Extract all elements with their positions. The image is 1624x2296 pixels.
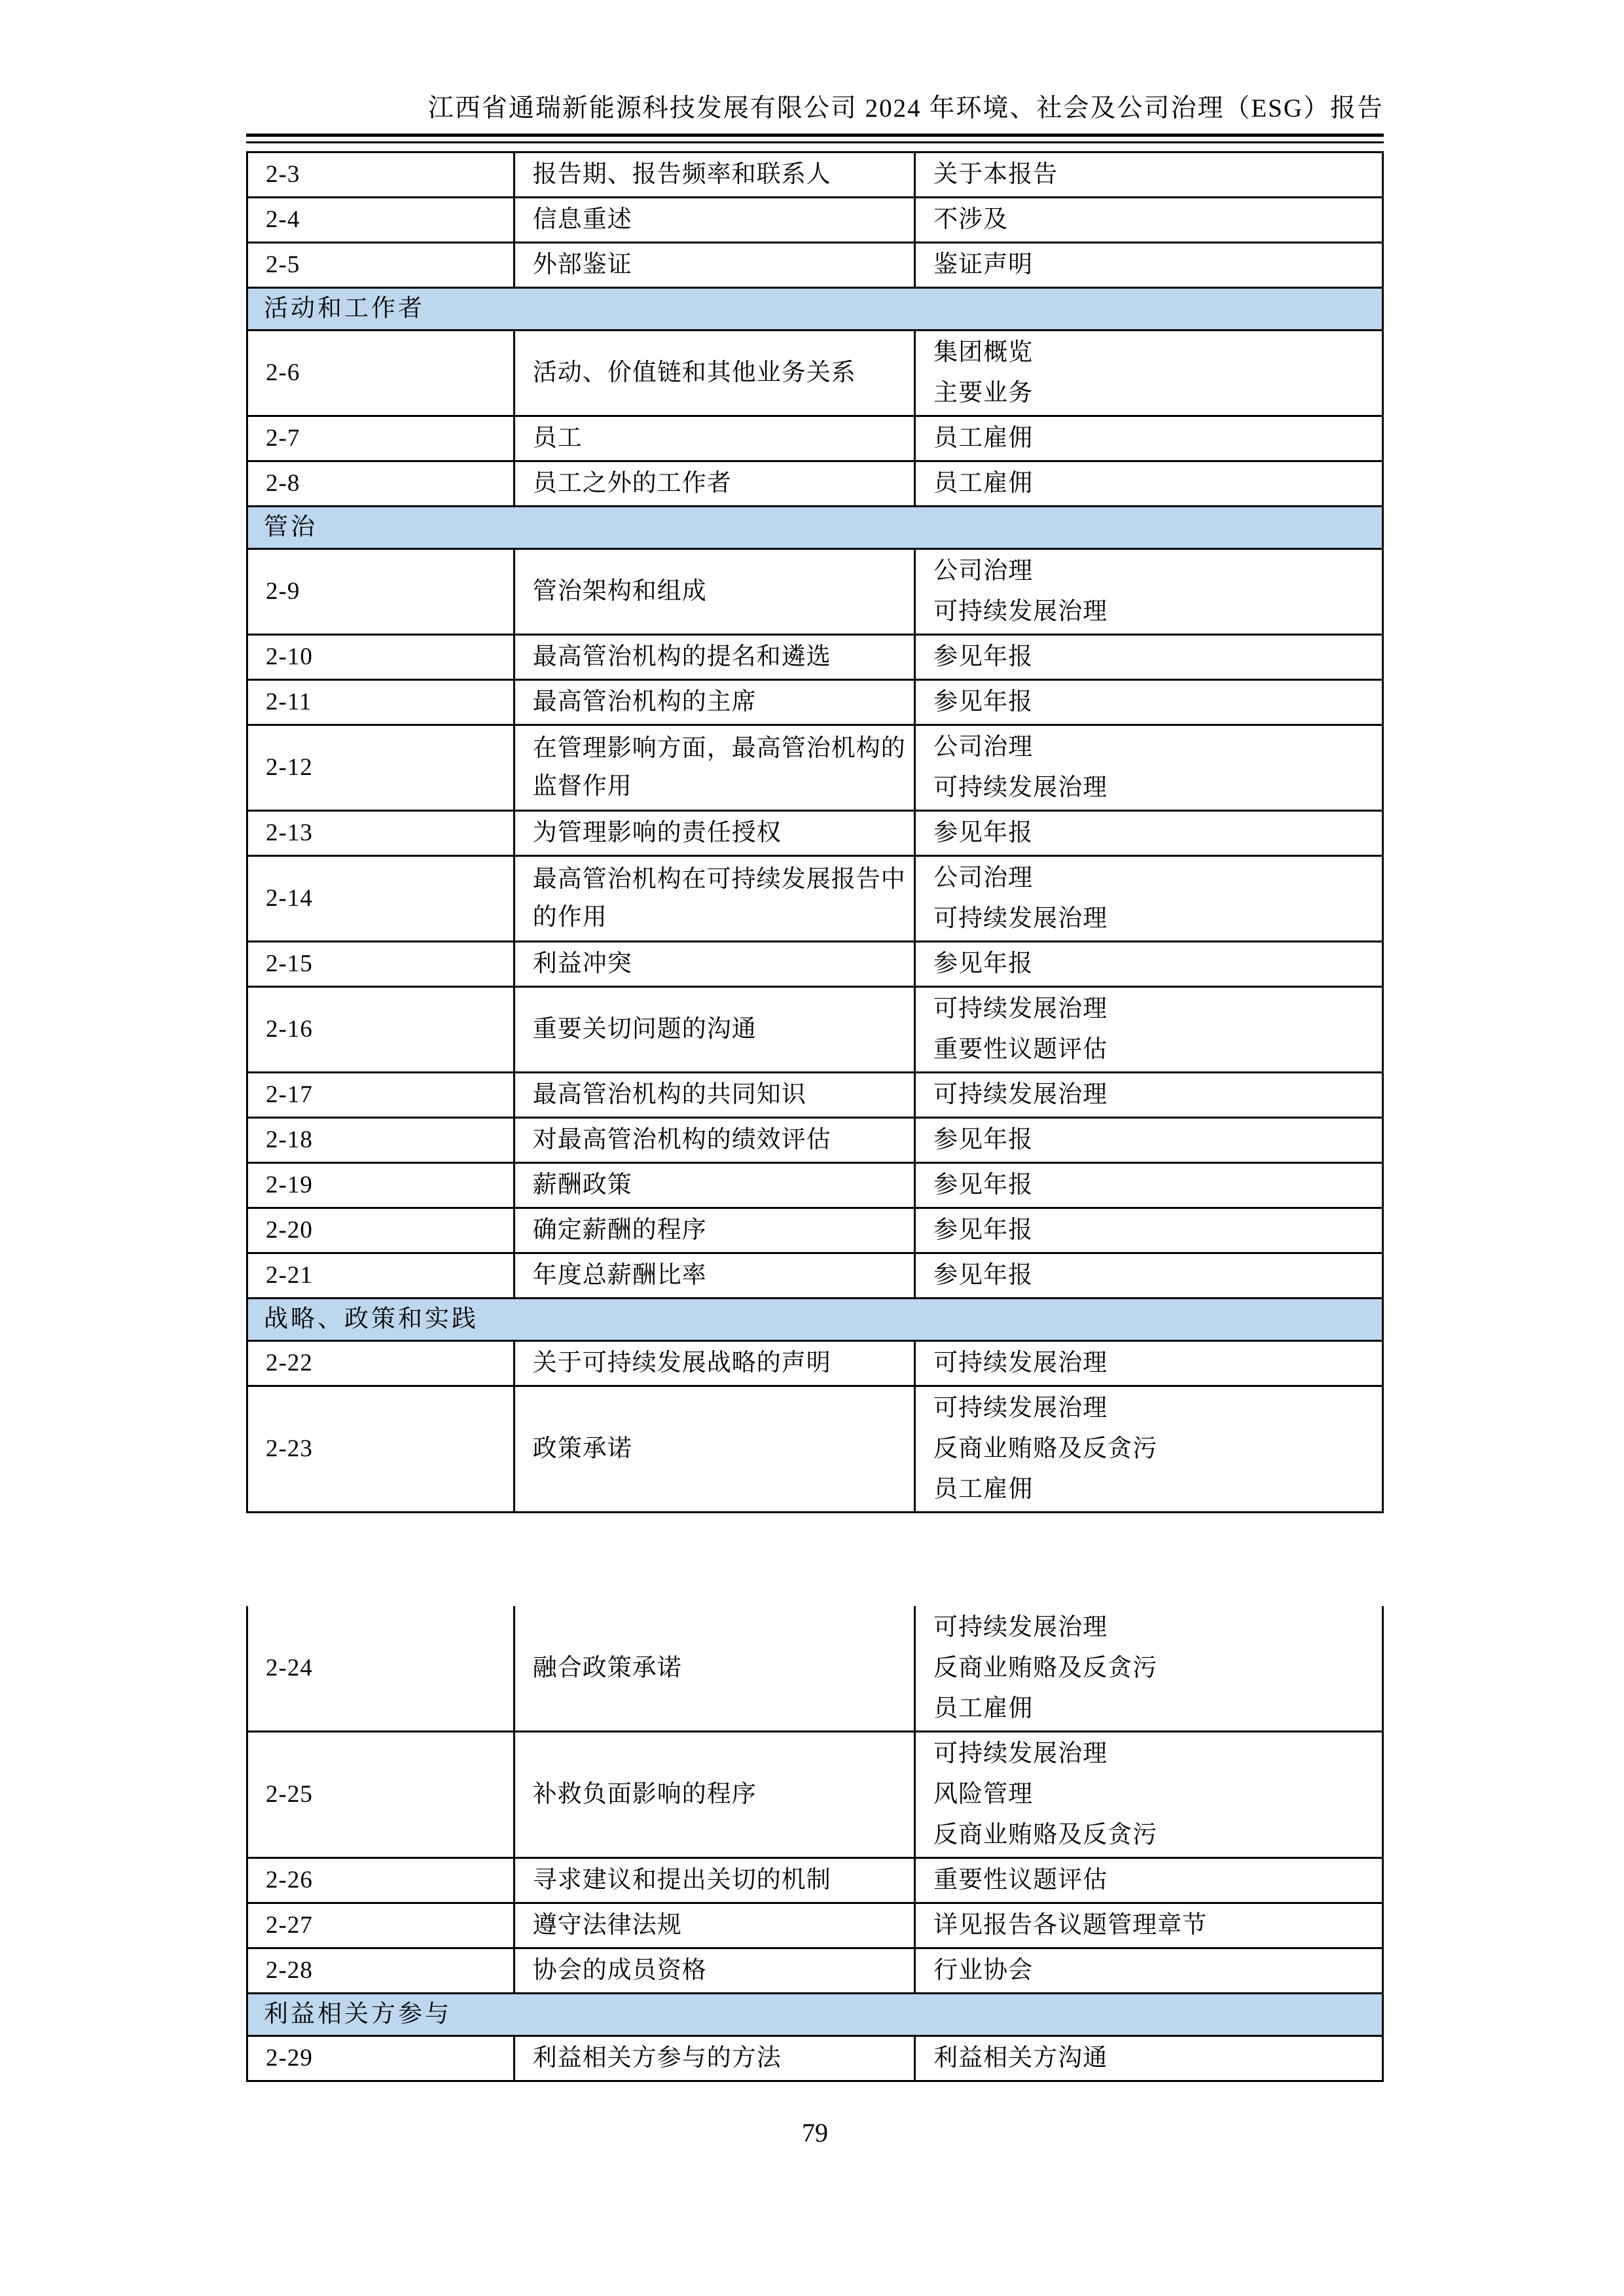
gri-table-part-2-body [247, 1606, 1383, 2081]
disclosure-text: 重要关切问题的沟通 [532, 1016, 757, 1043]
gri-code-cell: 2-16 [247, 987, 514, 1073]
response-cell [915, 198, 1383, 243]
table-row [247, 987, 1383, 1073]
disclosure-cell [514, 1253, 914, 1299]
response-text-line: 员工雇佣 [933, 1695, 1034, 1722]
section-header-row [247, 507, 1383, 549]
disclosure-cell [514, 811, 914, 856]
gri-code-cell: 2-22 [247, 1341, 514, 1386]
table-row [247, 1341, 1383, 1386]
disclosure-cell [514, 1073, 914, 1118]
response-text-line: 参见年报 [933, 1126, 1034, 1153]
table-row [247, 1948, 1383, 1994]
gri-code-cell: 2-7 [247, 416, 514, 461]
response-text-line: 反商业贿赂及反贪污 [933, 1435, 1158, 1462]
response-text-line: 可持续发展治理 [933, 1614, 1108, 1641]
disclosure-cell [514, 1386, 914, 1513]
gri-code-cell: 2-4 [247, 198, 514, 243]
gri-code-cell: 2-13 [247, 811, 514, 856]
disclosure-cell [514, 1732, 914, 1858]
table-row [247, 942, 1383, 987]
gri-code-cell: 2-8 [247, 461, 514, 507]
gri-index-table-part-2 [246, 1606, 1384, 2082]
disclosure-text: 最高管治机构在可持续发展报告中的作用 [532, 866, 906, 931]
response-text-line: 参见年报 [933, 1262, 1034, 1289]
response-text-line: 参见年报 [933, 643, 1034, 670]
response-text-line: 行业协会 [933, 1957, 1034, 1984]
disclosure-cell [514, 198, 914, 243]
disclosure-text: 管治架构和组成 [532, 578, 707, 605]
response-text-line: 公司治理 [933, 558, 1034, 584]
response-cell [915, 725, 1383, 811]
response-cell [915, 1732, 1383, 1858]
response-text-line: 重要性议题评估 [933, 1036, 1108, 1063]
response-cell [915, 1386, 1383, 1513]
disclosure-text: 活动、价值链和其他业务关系 [532, 359, 856, 386]
gri-table-part-1-body [247, 152, 1383, 1513]
gri-code-cell: 2-26 [247, 1858, 514, 1903]
table-row [247, 1732, 1383, 1858]
disclosure-cell [514, 1858, 914, 1903]
gri-code-cell: 2-6 [247, 331, 514, 416]
response-cell [915, 680, 1383, 725]
response-text-line: 参见年报 [933, 819, 1034, 846]
response-text-line: 员工雇佣 [933, 1476, 1034, 1503]
section-header-row [247, 1994, 1383, 2036]
section-header-label: 战略、政策和实践 [247, 1299, 1383, 1341]
table-row [247, 549, 1383, 635]
disclosure-text: 利益相关方参与的方法 [532, 2045, 782, 2072]
response-text-line: 利益相关方沟通 [933, 2045, 1108, 2072]
table-row [247, 1858, 1383, 1903]
response-cell [915, 2036, 1383, 2081]
disclosure-text: 员工之外的工作者 [532, 470, 732, 497]
table-row [247, 152, 1383, 198]
disclosure-text: 报告期、报告频率和联系人 [532, 161, 831, 188]
gri-code-cell: 2-27 [247, 1903, 514, 1948]
gri-code-cell: 2-29 [247, 2036, 514, 2081]
response-cell [915, 635, 1383, 680]
disclosure-cell [514, 680, 914, 725]
disclosure-text: 最高管治机构的共同知识 [532, 1081, 806, 1108]
header-divider-rule [246, 134, 1384, 143]
disclosure-cell [514, 987, 914, 1073]
table-row [247, 635, 1383, 680]
response-text-line: 主要业务 [933, 380, 1034, 406]
response-text-line: 公司治理 [933, 734, 1034, 761]
response-cell [915, 549, 1383, 635]
disclosure-text: 利益冲突 [532, 950, 632, 977]
response-cell [915, 1903, 1383, 1948]
response-text-line: 员工雇佣 [933, 470, 1034, 497]
disclosure-text: 补救负面影响的程序 [532, 1781, 757, 1808]
response-cell [915, 987, 1383, 1073]
disclosure-cell [514, 416, 914, 461]
table-row [247, 1386, 1383, 1513]
response-text-line: 可持续发展治理 [933, 1350, 1108, 1376]
disclosure-text: 外部鉴证 [532, 251, 632, 278]
gri-code-cell: 2-25 [247, 1732, 514, 1858]
response-cell [915, 942, 1383, 987]
disclosure-text: 政策承诺 [532, 1435, 632, 1462]
disclosure-text: 薪酬政策 [532, 1172, 632, 1198]
disclosure-cell [514, 331, 914, 416]
response-cell [915, 1253, 1383, 1299]
response-text-line: 可持续发展治理 [933, 1740, 1108, 1767]
gri-code-cell: 2-28 [247, 1948, 514, 1994]
response-text-line: 反商业贿赂及反贪污 [933, 1655, 1158, 1681]
table-row [247, 1118, 1383, 1163]
gri-code-cell: 2-24 [247, 1606, 514, 1732]
response-text-line: 可持续发展治理 [933, 598, 1108, 625]
report-header-title: 江西省通瑞新能源科技发展有限公司 2024 年环境、社会及公司治理（ESG）报告 [427, 94, 1384, 122]
response-text-line: 重要性议题评估 [933, 1867, 1108, 1893]
gri-code-cell: 2-17 [247, 1073, 514, 1118]
table-row [247, 1253, 1383, 1299]
table-row [247, 1073, 1383, 1118]
gri-code-cell: 2-9 [247, 549, 514, 635]
response-cell [915, 1858, 1383, 1903]
table-row [247, 1208, 1383, 1253]
response-cell [915, 243, 1383, 288]
section-header-row [247, 288, 1383, 331]
disclosure-cell [514, 725, 914, 811]
gri-code-cell: 2-21 [247, 1253, 514, 1299]
response-cell [915, 811, 1383, 856]
table-row [247, 198, 1383, 243]
response-text-line: 风险管理 [933, 1781, 1034, 1808]
disclosure-cell [514, 1118, 914, 1163]
gri-code-cell: 2-11 [247, 680, 514, 725]
section-header-label: 管治 [247, 507, 1383, 549]
disclosure-cell [514, 549, 914, 635]
disclosure-cell [514, 1606, 914, 1732]
disclosure-cell [514, 942, 914, 987]
response-cell [915, 416, 1383, 461]
page-content [246, 0, 1384, 2150]
response-cell [915, 1073, 1383, 1118]
response-text-line: 参见年报 [933, 1217, 1034, 1244]
gri-code-cell: 2-3 [247, 152, 514, 198]
disclosure-cell [514, 856, 914, 942]
disclosure-text: 寻求建议和提出关切的机制 [532, 1867, 831, 1893]
table-page-break-gap [246, 1513, 1384, 1598]
response-text-line: 可持续发展治理 [933, 996, 1108, 1022]
response-cell [915, 152, 1383, 198]
response-text-line: 参见年报 [933, 1172, 1034, 1198]
gri-code-cell: 2-23 [247, 1386, 514, 1513]
table-row [247, 1163, 1383, 1208]
page-number: 79 [802, 2118, 828, 2147]
table-row [247, 461, 1383, 507]
table-row [247, 680, 1383, 725]
response-text-line: 可持续发展治理 [933, 774, 1108, 801]
table-row [247, 243, 1383, 288]
table-row [247, 331, 1383, 416]
response-cell [915, 1341, 1383, 1386]
gri-code-cell: 2-10 [247, 635, 514, 680]
response-cell [915, 461, 1383, 507]
disclosure-text: 融合政策承诺 [532, 1655, 682, 1681]
disclosure-text: 协会的成员资格 [532, 1957, 707, 1984]
gri-index-table-part-1 [246, 151, 1384, 1513]
response-text-line: 关于本报告 [933, 161, 1058, 188]
table-row [247, 2036, 1383, 2081]
gri-code-cell: 2-12 [247, 725, 514, 811]
disclosure-text: 员工 [532, 425, 583, 452]
response-text-line: 参见年报 [933, 689, 1034, 715]
gri-code-cell: 2-19 [247, 1163, 514, 1208]
disclosure-text: 信息重述 [532, 206, 632, 233]
response-text-line: 公司治理 [933, 865, 1034, 891]
response-text-line: 详见报告各议题管理章节 [933, 1912, 1208, 1939]
disclosure-text: 在管理影响方面，最高管治机构的监督作用 [532, 735, 906, 800]
disclosure-cell [514, 461, 914, 507]
response-cell [915, 1118, 1383, 1163]
disclosure-cell [514, 1948, 914, 1994]
disclosure-cell [514, 635, 914, 680]
gri-code-cell: 2-20 [247, 1208, 514, 1253]
disclosure-cell [514, 1341, 914, 1386]
table-row [247, 416, 1383, 461]
table-row [247, 856, 1383, 942]
disclosure-text: 年度总薪酬比率 [532, 1262, 707, 1289]
response-text-line: 不涉及 [933, 206, 1009, 233]
disclosure-text: 为管理影响的责任授权 [532, 819, 782, 846]
disclosure-text: 最高管治机构的提名和遴选 [532, 643, 831, 670]
table-row [247, 725, 1383, 811]
table-row [247, 1903, 1383, 1948]
gri-code-cell: 2-18 [247, 1118, 514, 1163]
response-text-line: 员工雇佣 [933, 425, 1034, 452]
disclosure-cell [514, 1208, 914, 1253]
response-cell [915, 856, 1383, 942]
gri-code-cell: 2-15 [247, 942, 514, 987]
response-text-line: 集团概览 [933, 339, 1034, 366]
response-text-line: 鉴证声明 [933, 251, 1034, 278]
disclosure-text: 关于可持续发展战略的声明 [532, 1350, 831, 1376]
response-cell [915, 1948, 1383, 1994]
disclosure-text: 对最高管治机构的绩效评估 [532, 1126, 831, 1153]
response-text-line: 可持续发展治理 [933, 1395, 1108, 1422]
disclosure-cell [514, 243, 914, 288]
response-cell [915, 331, 1383, 416]
section-header-label: 利益相关方参与 [247, 1994, 1383, 2036]
section-header-row [247, 1299, 1383, 1341]
response-cell [915, 1208, 1383, 1253]
response-text-line: 反商业贿赂及反贪污 [933, 1821, 1158, 1848]
disclosure-cell [514, 2036, 914, 2081]
response-text-line: 可持续发展治理 [933, 1081, 1108, 1108]
disclosure-text: 遵守法律法规 [532, 1912, 682, 1939]
table-row [247, 1606, 1383, 1732]
disclosure-text: 最高管治机构的主席 [532, 689, 757, 715]
gri-code-cell: 2-5 [247, 243, 514, 288]
response-text-line: 可持续发展治理 [933, 905, 1108, 932]
response-cell [915, 1163, 1383, 1208]
section-header-label: 活动和工作者 [247, 288, 1383, 331]
disclosure-cell [514, 152, 914, 198]
disclosure-cell [514, 1903, 914, 1948]
response-cell [915, 1606, 1383, 1732]
disclosure-text: 确定薪酬的程序 [532, 1217, 707, 1244]
response-text-line: 参见年报 [933, 950, 1034, 977]
gri-code-cell: 2-14 [247, 856, 514, 942]
disclosure-cell [514, 1163, 914, 1208]
table-row [247, 811, 1383, 856]
